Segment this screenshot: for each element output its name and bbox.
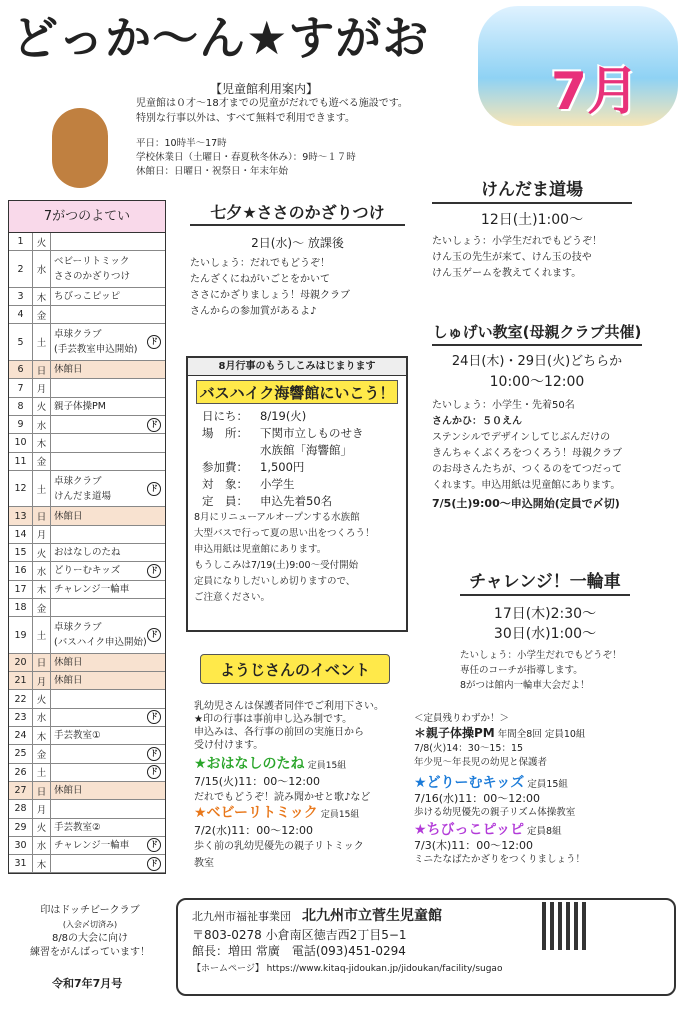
calendar-event: 休館日: [54, 364, 83, 376]
calendar-weekday: 木: [33, 581, 51, 598]
calendar-weekday: 土: [33, 471, 51, 507]
bus-hike-details: [188, 408, 406, 510]
intro-text: 児童館は０才〜18才までの児童がだれでも遊べる施設です。 特別な行事以外は、すべて無料で利用できます。: [136, 98, 408, 124]
calendar-row: [9, 727, 165, 745]
tanabata-section: [190, 200, 405, 320]
calendar-weekday: 土: [33, 324, 51, 360]
bus-hike-body: 大型バスで行って夏の思い出をつくろう！: [194, 528, 375, 539]
calendar-row: [9, 745, 165, 763]
tanabata-body: さんからの参加賞があるよ♪: [190, 306, 317, 317]
bus-hike-title: バスハイク海響館にいこう！: [196, 380, 398, 404]
calendar-weekday: 日: [33, 654, 51, 671]
calendar: [8, 200, 166, 874]
calendar-row: [9, 617, 165, 654]
calendar-event: どりーむキッズ: [54, 565, 121, 577]
event-baby-rhythmic: ★ベビーリトミック: [194, 805, 318, 821]
bus-hike-detail: 定 員： 申込先着50名: [202, 494, 333, 508]
calendar-row: [9, 471, 165, 508]
calendar-day: 31: [9, 855, 33, 872]
bus-hike-box: [186, 356, 408, 632]
unicycle-title: チャレンジ！一輪車: [460, 568, 630, 596]
calendar-weekday: 土: [33, 617, 51, 653]
calendar-row: [9, 672, 165, 690]
calendar-event: [51, 434, 165, 451]
calendar-row: [9, 764, 165, 782]
bus-hike-body: 定員になりしだいしめ切りますので、: [194, 576, 356, 587]
calendar-event: 卓球クラブ けんだま道場: [54, 475, 112, 502]
shugei-section: しゅげい教室(母親クラブ共催) 24日(木)・29日(火)どちらか 10:00〜12:00 たいしょう：小学生・先着50名 さんかひ：５０えん ステンシルでデザインしてじぶんだけの きんちゃくぶくろをつくろう！母親クラブ のお母さんたちが、つくるのをてつだって くれます。申込用紙は児童館にあります。 7/5(土)9:00〜申込開始(定員で〆切): [432, 318, 642, 512]
calendar-day: 11: [9, 453, 33, 470]
calendar-event: 卓球クラブ (バスハイク申込開始): [54, 622, 147, 649]
tanabata-title: 七夕★ささのかざりつけ: [190, 200, 405, 226]
calendar-event: [51, 690, 165, 707]
calendar-day: 18: [9, 599, 33, 616]
calendar-title: 7がつのよてい: [9, 201, 165, 233]
calendar-row: [9, 251, 165, 288]
calendar-day: 30: [9, 837, 33, 854]
event-ohanashi: ★おはなしのたね: [194, 756, 305, 772]
calendar-weekday: 金: [33, 453, 51, 470]
calendar-day: 25: [9, 745, 33, 762]
calendar-weekday: 木: [33, 288, 51, 305]
bus-hike-detail: 水族館「海響館」: [260, 443, 352, 457]
calendar-event: [51, 306, 165, 323]
calendar-day: 23: [9, 709, 33, 726]
calendar-event: 親子体操PM: [54, 400, 106, 412]
calendar-weekday: 火: [33, 819, 51, 836]
calendar-day: 12: [9, 471, 33, 507]
calendar-event: 卓球クラブ (手芸教室申込開始): [54, 329, 138, 356]
calendar-day: 14: [9, 526, 33, 543]
bus-hike-detail: 場 所： 下関市立しものせき: [202, 426, 364, 440]
calendar-event: ベビーリトミック ささのかざりつけ: [54, 256, 131, 283]
tanabata-date: 2日(水)〜 放課後: [251, 236, 344, 250]
calendar-event: おはなしのたね: [54, 547, 121, 559]
unicycle-section: チャレンジ！一輪車 17日(木)2:30〜 30日(水)1:00〜 たいしょう：小学生だれでもどうぞ！ 専任のコーチが指導します。 8がつは館内一輪車大会だよ！: [460, 568, 630, 693]
calendar-row: [9, 562, 165, 580]
bus-hike-body: 8月にリニューアルオープンする水族館: [194, 512, 360, 523]
calendar-row: [9, 855, 165, 873]
homepage-link[interactable]: 【ホームページ】 https://www.kitaq-jidoukan.jp/jidoukan/facility/sugao: [192, 964, 503, 974]
calendar-row: [9, 361, 165, 379]
calendar-row: [9, 819, 165, 837]
dodgebee-icon: ド: [147, 335, 161, 349]
kendama-section: けんだま道場 12日(土)1:00〜 たいしょう：小学生だれでもどうぞ！ けん玉の先生が来て、けん玉の技や けん玉ゲームを教えてくれます。: [432, 176, 632, 282]
calendar-day: 5: [9, 324, 33, 360]
dodgebee-icon: ド: [147, 857, 161, 871]
dodgebee-icon: ド: [147, 482, 161, 496]
calendar-weekday: 木: [33, 727, 51, 744]
calendar-row: [9, 526, 165, 544]
bus-hike-banner: 8月行事のもうしこみはじまります: [188, 358, 406, 376]
calendar-weekday: 月: [33, 800, 51, 817]
calendar-weekday: 火: [33, 690, 51, 707]
calendar-day: 3: [9, 288, 33, 305]
calendar-event: 手芸教室②: [54, 821, 101, 833]
calendar-event: [51, 599, 165, 616]
calendar-day: 27: [9, 782, 33, 799]
calendar-row: [9, 800, 165, 818]
calendar-weekday: 日: [33, 507, 51, 524]
calendar-weekday: 金: [33, 306, 51, 323]
calendar-row: [9, 434, 165, 452]
tanabata-body: たんざくにねがいごとをかいて: [190, 274, 330, 285]
calendar-weekday: 月: [33, 379, 51, 396]
calendar-day: 24: [9, 727, 33, 744]
calendar-row: [9, 709, 165, 727]
calendar-weekday: 水: [33, 709, 51, 726]
calendar-day: 8: [9, 398, 33, 415]
qr-code-icon[interactable]: [542, 902, 590, 950]
calendar-weekday: 火: [33, 233, 51, 250]
calendar-day: 21: [9, 672, 33, 689]
page-title: どっか〜ん★すがお: [12, 11, 430, 65]
calendar-event: [51, 379, 165, 396]
calendar-row: [9, 581, 165, 599]
dodge-note: 印はドッチビークラブ (入会〆切済み) 8/8の大会に向け 練習をがんばっています！: [30, 905, 150, 958]
event-dream-kids: ★どりーむキッズ: [414, 775, 525, 791]
calendar-weekday: 木: [33, 434, 51, 451]
calendar-event: [51, 800, 165, 817]
calendar-day: 7: [9, 379, 33, 396]
calendar-weekday: 水: [33, 837, 51, 854]
calendar-day: 19: [9, 617, 33, 653]
calendar-row: [9, 306, 165, 324]
calendar-day: 10: [9, 434, 33, 451]
dodgebee-icon: ド: [147, 747, 161, 761]
calendar-row: [9, 416, 165, 434]
calendar-weekday: 土: [33, 764, 51, 781]
month-badge: 7月: [550, 62, 640, 122]
calendar-weekday: 水: [33, 416, 51, 433]
bus-hike-detail: 対 象： 小学生: [202, 477, 295, 491]
calendar-event: 休館日: [54, 656, 83, 668]
calendar-day: 2: [9, 251, 33, 287]
calendar-day: 15: [9, 544, 33, 561]
calendar-weekday: 月: [33, 526, 51, 543]
calendar-row: [9, 233, 165, 251]
calendar-row: [9, 398, 165, 416]
bus-hike-body: もうしこみは7/19(土)9:00〜受付開始: [194, 560, 359, 571]
calendar-event: チャレンジ一輪車: [54, 583, 130, 595]
calendar-day: 9: [9, 416, 33, 433]
calendar-day: 22: [9, 690, 33, 707]
calendar-event: 手芸教室①: [54, 730, 101, 742]
calendar-event: 休館日: [54, 675, 83, 687]
calendar-event: [51, 453, 165, 470]
calendar-row: [9, 599, 165, 617]
calendar-rows: [9, 233, 165, 873]
calendar-day: 6: [9, 361, 33, 378]
calendar-row: [9, 507, 165, 525]
dodgebee-icon: ド: [147, 710, 161, 724]
guide-title: 【児童館利用案内】: [210, 82, 319, 96]
calendar-day: 1: [9, 233, 33, 250]
dodgebee-icon: ド: [147, 765, 161, 779]
calendar-row: [9, 544, 165, 562]
calendar-event: ちびっこピッピ: [54, 291, 121, 303]
calendar-row: [9, 453, 165, 471]
bus-hike-body: ご注意ください。: [194, 592, 271, 603]
calendar-day: 4: [9, 306, 33, 323]
shugei-title: しゅげい教室(母親クラブ共催): [432, 318, 642, 346]
bear-illustration: [52, 108, 108, 188]
calendar-weekday: 火: [33, 544, 51, 561]
kids-events: 乳幼児さんは保護者同伴でご利用下さい。 ★印の行事は事前申し込み制です。 申込みは、各行事の前回の実施日から 受け付けます。 ★おはなしのたね 定員15組 7/15(火)11：00〜12:00 だれでもどうぞ！読み聞かせと歌♪など ★ベビーリトミック 定員15組 7/2(水)11：00〜12:00 歩く前の乳幼児優先の親子リトミック 教室: [194, 701, 384, 869]
opening-hours: 平日：10時半〜17時 学校休業日（土曜日・春夏秋冬休み）：9時〜１７時 休館日：日曜日・祝祭日・年末年始: [136, 138, 356, 177]
calendar-day: 29: [9, 819, 33, 836]
tanabata-body: たいしょう：だれでもどうぞ！: [190, 258, 330, 269]
calendar-day: 17: [9, 581, 33, 598]
tanabata-body: ささにかざりましょう！母親クラブ: [190, 290, 350, 301]
calendar-event: 休館日: [54, 785, 83, 797]
calendar-row: [9, 288, 165, 306]
event-chibikko-pippi: ★ちびっこピッピ: [414, 822, 524, 838]
bus-hike-body: 申込用紙は児童館にあります。: [194, 544, 327, 555]
calendar-row: [9, 782, 165, 800]
calendar-weekday: 金: [33, 599, 51, 616]
calendar-row: [9, 324, 165, 361]
calendar-event: [51, 233, 165, 250]
calendar-day: 20: [9, 654, 33, 671]
kids-events-title: ようじさんのイベント: [200, 654, 390, 684]
calendar-day: 26: [9, 764, 33, 781]
calendar-weekday: 月: [33, 672, 51, 689]
calendar-event: [51, 526, 165, 543]
calendar-row: [9, 690, 165, 708]
dodgebee-icon: ド: [147, 838, 161, 852]
calendar-weekday: 火: [33, 398, 51, 415]
footer-box: 北九州市福祉事業団 北九州市立菅生児童館 〒803-0278 小倉南区徳吉西2丁目5−1 館長：増田 常廣 電話(093)451-0294 【ホームページ】 https://www.kitaq-jidoukan.jp/jidoukan/facility/sugao: [176, 898, 676, 996]
dodgebee-icon: ド: [147, 628, 161, 642]
dodgebee-icon: ド: [147, 564, 161, 578]
calendar-row: [9, 654, 165, 672]
calendar-row: [9, 837, 165, 855]
quota-events: ＜定員残りわずか！＞ ＊親子体操PM 年間全8回 定員10組 7/8(火)14：30〜15：15 年少児〜年長児の幼児と保護者 ★どりーむキッズ 定員15組 7/16(水)11：00〜12:00 歩ける幼児優先の親子リズム体操教室 ★ちびっこピッピ 定員8組 7/3(木)11：00〜12:00 ミニたなばたかざりをつくりましょう！: [414, 713, 586, 865]
calendar-event: 休館日: [54, 510, 83, 522]
bus-hike-detail: 日にち： 8/19(火): [202, 409, 307, 423]
calendar-weekday: 日: [33, 361, 51, 378]
dodgebee-icon: ド: [147, 418, 161, 432]
calendar-day: 16: [9, 562, 33, 579]
calendar-weekday: 水: [33, 251, 51, 287]
bus-hike-detail: 参加費： 1,500円: [202, 460, 305, 474]
calendar-weekday: 日: [33, 782, 51, 799]
calendar-event: チャレンジ一輪車: [54, 839, 130, 851]
calendar-day: 28: [9, 800, 33, 817]
issue-label: 令和7年7月号: [52, 977, 123, 990]
kendama-title: けんだま道場: [432, 176, 632, 204]
calendar-weekday: 金: [33, 745, 51, 762]
calendar-day: 13: [9, 507, 33, 524]
calendar-weekday: 木: [33, 855, 51, 872]
calendar-row: [9, 379, 165, 397]
calendar-weekday: 水: [33, 562, 51, 579]
